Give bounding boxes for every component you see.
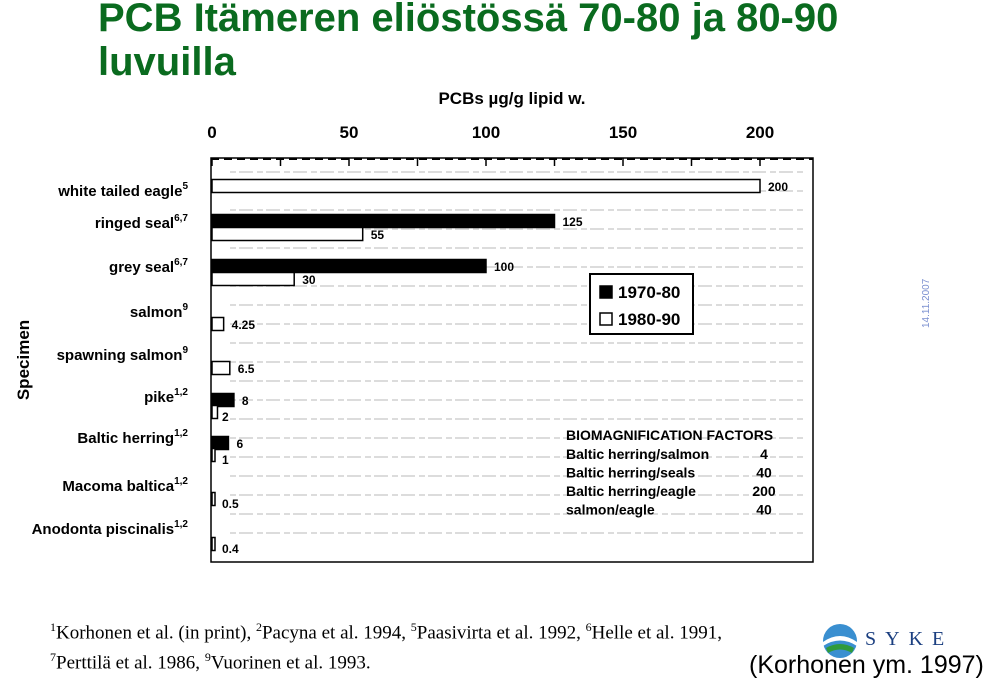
- pcb-bar-chart: [0, 82, 840, 602]
- annotation-row-value: 4: [760, 446, 768, 462]
- data-label: 1: [222, 453, 229, 467]
- reference-number: 7: [50, 650, 56, 665]
- legend-swatch: [600, 286, 612, 298]
- data-label: 30: [302, 273, 316, 287]
- data-label: 125: [562, 215, 583, 229]
- bar-1980-90: [212, 228, 363, 241]
- category-label: spawning salmon$^9$: [56, 345, 188, 364]
- legend-label: 1970-80: [618, 283, 681, 302]
- bar-1970-80: [212, 215, 555, 228]
- bar-1980-90: [212, 318, 224, 331]
- category-label: pike$^{1,2}$: [144, 387, 188, 406]
- reference-number: 6: [585, 620, 592, 634]
- reference-number: 5: [410, 620, 417, 634]
- annotation-row-value: 200: [752, 483, 776, 499]
- slide-title-line1: PCB Itämeren eliöstössä 70-80 ja 80-90: [98, 0, 839, 40]
- bar-1970-80: [212, 437, 228, 450]
- reference-text: Pacyna et al. 1994,: [261, 622, 411, 644]
- x-tick-label: 200: [745, 123, 775, 142]
- annotation-title: BIOMAGNIFICATION FACTORS: [566, 427, 774, 443]
- slide-title-line2: luvuilla: [98, 40, 236, 84]
- annotation-row-label: Baltic herring/salmon: [566, 446, 710, 462]
- data-label: 4.25: [231, 318, 256, 332]
- reference-text: Paasivirta et al. 1992,: [416, 622, 586, 644]
- y-axis-title: Specimen: [14, 319, 33, 401]
- reference-number: 9: [204, 650, 211, 665]
- reference-text: Helle et al. 1991,: [591, 622, 722, 644]
- annotation-row-label: salmon/eagle: [566, 501, 655, 518]
- annotation-row-value: 40: [756, 501, 772, 518]
- bar-1970-80: [212, 394, 234, 407]
- x-tick-label: 0: [207, 123, 217, 142]
- bar-1980-90: [212, 493, 215, 506]
- data-label: 6: [236, 437, 244, 451]
- legend-swatch: [600, 313, 612, 325]
- category-label: Baltic herring$^{1,2}$: [77, 428, 188, 447]
- legend-label: 1980-90: [618, 310, 681, 329]
- x-tick-label: 50: [339, 123, 359, 142]
- data-label: 55: [370, 228, 385, 242]
- date-stamp: 14.11.2007: [921, 278, 932, 328]
- reference-text: Perttilä et al. 1986,: [56, 652, 205, 674]
- bar-1980-90: [212, 180, 760, 193]
- data-label: 200: [768, 180, 789, 194]
- data-label: 0.5: [222, 497, 239, 511]
- data-label: 6.5: [237, 362, 255, 376]
- category-label: white tailed eagle$^5$: [58, 181, 188, 200]
- reference-text: Korhonen et al. (in print),: [56, 622, 256, 644]
- category-label: salmon$^9$: [129, 302, 188, 321]
- data-label: 8: [241, 394, 249, 408]
- bar-1970-80: [212, 260, 486, 273]
- references: [50, 615, 722, 676]
- chart-title: PCBs µg/g lipid w.: [438, 89, 586, 108]
- reference-number: 1: [50, 620, 56, 634]
- category-label: grey seal$^{6,7}$: [109, 257, 188, 276]
- annotation-row-label: Baltic herring/eagle: [566, 483, 696, 499]
- data-label: 0.4: [222, 542, 239, 556]
- bar-1980-90: [212, 449, 215, 462]
- bar-1980-90: [212, 362, 230, 375]
- references-line-2: [50, 645, 722, 675]
- data-label: 2: [222, 410, 229, 424]
- annotation-row-value: 40: [756, 464, 772, 481]
- data-label: 100: [494, 260, 515, 274]
- annotation-row-label: Baltic herring/seals: [566, 464, 696, 481]
- bar-1980-90: [212, 273, 294, 286]
- category-label: ringed seal$^{6,7}$: [94, 213, 188, 232]
- reference-number: 2: [255, 620, 262, 634]
- slide-title: [98, 0, 838, 84]
- bar-1980-90: [212, 538, 215, 551]
- bar-1980-90: [212, 406, 217, 419]
- category-label: Macoma baltica$^{1,2}$: [62, 476, 188, 495]
- reference-text: Vuorinen et al. 1993.: [210, 652, 371, 674]
- references-line-1: [50, 615, 722, 645]
- x-tick-label: 100: [471, 123, 501, 142]
- x-tick-label: 150: [608, 123, 638, 142]
- category-label: Anodonta piscinalis$^{1,2}$: [31, 519, 188, 538]
- source-citation: (Korhonen ym. 1997): [749, 651, 984, 679]
- logo-text: SYKE: [865, 628, 954, 650]
